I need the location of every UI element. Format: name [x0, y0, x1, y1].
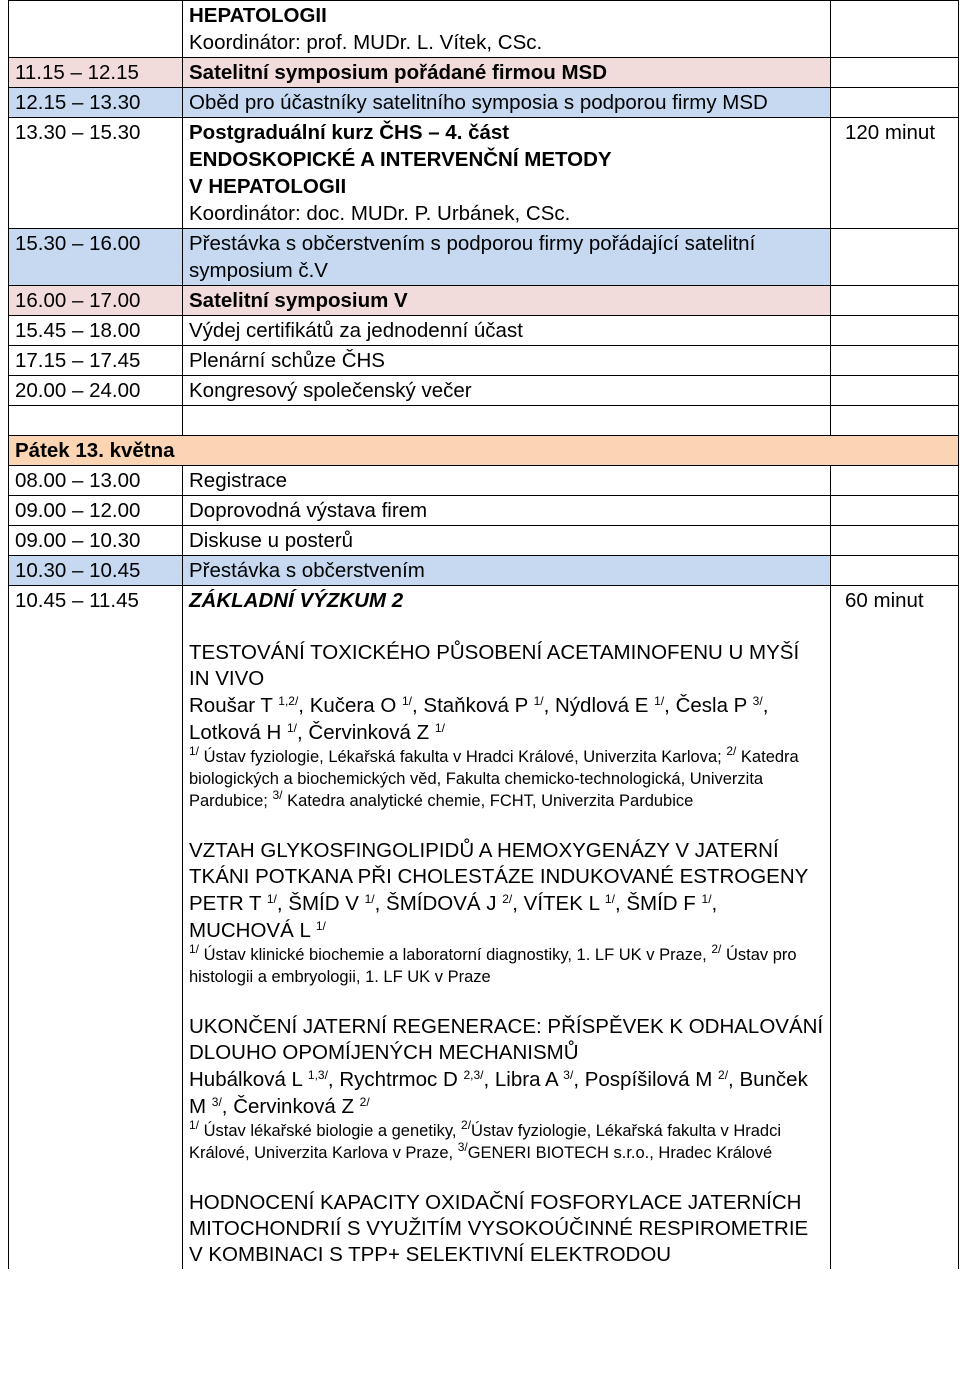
duration-cell: [831, 346, 959, 376]
author-affiliation-mark: 1/: [401, 694, 412, 708]
author-separator: ,: [297, 721, 309, 744]
duration-cell: [831, 316, 959, 346]
abstract-item: [189, 640, 824, 812]
author-separator: ,: [221, 1095, 234, 1118]
author-separator: ,: [483, 1068, 495, 1091]
time-cell: 12.15 – 13.30: [9, 88, 183, 118]
session-title: Postgraduální kurz ČHS – 4. část: [189, 121, 510, 144]
program-row: [9, 286, 959, 316]
duration-cell: [831, 376, 959, 406]
time-cell: 15.45 – 18.00: [9, 316, 183, 346]
author-affiliation-mark: 1/: [287, 721, 298, 735]
author-separator: ,: [728, 1068, 740, 1091]
affiliation-mark: 2/: [711, 942, 722, 956]
program-row: [9, 556, 959, 586]
affiliation-text: Ústav fyziologie, Lékařská fakulta v Hradci Králové, Univerzita Karlova;: [199, 748, 727, 766]
duration-cell: 60 minut: [831, 586, 959, 1270]
abstract-affiliations: [189, 1120, 824, 1164]
author-name: Česla P: [675, 694, 753, 717]
session-cell: Přestávka s občerstvením: [183, 556, 831, 586]
program-row: [9, 586, 959, 1270]
program-table: [8, 0, 959, 1269]
time-cell: 13.30 – 15.30: [9, 118, 183, 229]
program-row: [9, 88, 959, 118]
time-cell: 09.00 – 12.00: [9, 496, 183, 526]
coordinator: Koordinátor: doc. MUDr. P. Urbánek, CSc.: [189, 202, 571, 225]
author-name: ŠMÍD V: [288, 892, 365, 915]
duration-cell: [831, 1, 959, 58]
author-name: Hubálková L: [189, 1068, 308, 1091]
affiliation-mark: 1/: [189, 1118, 200, 1132]
author-separator: ,: [664, 694, 676, 717]
duration-cell: [831, 556, 959, 586]
duration-cell: [831, 466, 959, 496]
affiliation-text: GENERI BIOTECH s.r.o., Hradec Králové: [467, 1144, 773, 1162]
program-row: [9, 316, 959, 346]
session-title: ENDOSKOPICKÉ A INTERVENČNÍ METODY: [189, 148, 612, 171]
author-name: Bunček M: [189, 1068, 808, 1118]
abstract-authors: [189, 890, 824, 944]
session-title: V HEPATOLOGII: [189, 175, 347, 198]
time-cell: 15.30 – 16.00: [9, 229, 183, 286]
program-row: [9, 526, 959, 556]
duration-cell: [831, 229, 959, 286]
time-cell: [9, 1, 183, 58]
author-affiliation-mark: 1/: [315, 919, 326, 933]
time-cell: 08.00 – 13.00: [9, 466, 183, 496]
author-affiliation-mark: 2/: [718, 1068, 729, 1082]
time-cell: 16.00 – 17.00: [9, 286, 183, 316]
duration-cell: [831, 88, 959, 118]
author-separator: ,: [412, 694, 424, 717]
abstract-title: VZTAH GLYKOSFINGOLIPIDŮ A HEMOXYGENÁZY V JATERNÍ TKÁNI POTKANA PŘI CHOLESTÁZE INDUKOVANÉ ESTROGENY: [189, 839, 809, 888]
session-cell: Diskuse u posterů: [183, 526, 831, 556]
duration-cell: [831, 496, 959, 526]
author-name: Nýdlová E: [555, 694, 655, 717]
abstract-title: HODNOCENÍ KAPACITY OXIDAČNÍ FOSFORYLACE JATERNÍCH MITOCHONDRIÍ S VYUŽITÍM VYSOKOÚČINNÉ RESPIROMETRIE V KOMBINACI S TPP+ SELEKTIVNÍ ELEKTRODOU: [189, 1191, 809, 1266]
author-separator: ,: [276, 892, 289, 915]
program-row: [9, 118, 959, 229]
author-affiliation-mark: 2/: [502, 892, 513, 906]
session-cell: [183, 1, 831, 58]
author-separator: ,: [374, 892, 387, 915]
author-name: Lotková H: [189, 721, 287, 744]
author-name: Kučera O: [309, 694, 402, 717]
author-name: Červinková Z: [233, 1095, 360, 1118]
session-cell: [183, 586, 831, 1270]
author-name: PETR T: [189, 892, 267, 915]
program-row: [9, 229, 959, 286]
affiliation-mark: 3/: [272, 788, 283, 802]
affiliation-text: Ústav lékařské biologie a genetiky,: [199, 1122, 462, 1140]
affiliation-text: Katedra analytické chemie, FCHT, Univerzita Pardubice: [282, 792, 694, 810]
affiliation-text: Ústav fyziologie, Lékařská fakulta v Hradci Králové, Univerzita Karlova v Praze,: [189, 1122, 781, 1162]
session-cell: Oběd pro účastníky satelitního symposia s podporou firmy MSD: [183, 88, 831, 118]
session-cell: Plenární schůze ČHS: [183, 346, 831, 376]
session-title: ZÁKLADNÍ VÝZKUM 2: [189, 589, 404, 612]
session-cell: Registrace: [183, 466, 831, 496]
author-name: Pospíšilová M: [584, 1068, 719, 1091]
program-row: [9, 496, 959, 526]
session-cell: Doprovodná výstava firem: [183, 496, 831, 526]
program-row: [9, 346, 959, 376]
affiliation-text: Ústav pro histologii a embryologii, 1. LF UK v Praze: [189, 946, 797, 986]
author-affiliation-mark: 1,3/: [307, 1068, 328, 1082]
affiliation-mark: 3/: [457, 1140, 468, 1154]
author-affiliation-mark: 1/: [604, 892, 615, 906]
abstract-list: [189, 640, 824, 1268]
day-header-row: [9, 436, 959, 466]
author-name: Rychtrmoc D: [339, 1068, 464, 1091]
session-cell: Satelitní symposium pořádané firmou MSD: [183, 58, 831, 88]
author-name: ŠMÍDOVÁ J: [386, 892, 503, 915]
duration-cell: 120 minut: [831, 118, 959, 229]
abstract-title: UKONČENÍ JATERNÍ REGENERACE: PŘÍSPĚVEK K ODHALOVÁNÍ DLOUHO OPOMÍJENÝCH MECHANISMŮ: [189, 1015, 824, 1064]
abstract-title: TESTOVÁNÍ TOXICKÉHO PŮSOBENÍ ACETAMINOFENU U MYŠÍ IN VIVO: [189, 641, 800, 690]
author-affiliation-mark: 3/: [752, 694, 763, 708]
affiliation-mark: 2/: [461, 1118, 472, 1132]
author-name: Libra A: [494, 1068, 564, 1091]
author-separator: ,: [543, 694, 555, 717]
author-affiliation-mark: 2,3/: [463, 1068, 484, 1082]
program-row: [9, 58, 959, 88]
time-cell: 20.00 – 24.00: [9, 376, 183, 406]
abstract-authors: [189, 692, 824, 746]
duration-cell: [831, 286, 959, 316]
time-cell: 11.15 – 12.15: [9, 58, 183, 88]
affiliation-mark: 2/: [726, 744, 737, 758]
abstract-affiliations: [189, 746, 824, 812]
abstract-item: [189, 838, 824, 988]
abstract-authors: [189, 1066, 824, 1120]
abstract-item: [189, 1190, 824, 1268]
abstract-item: [189, 1014, 824, 1164]
author-name: Roušar T: [189, 694, 279, 717]
day-label: Pátek 13. května: [9, 436, 959, 466]
author-name: Červinková Z: [308, 721, 435, 744]
session-cell: [183, 118, 831, 229]
author-name: ŠMÍD F: [626, 892, 702, 915]
author-affiliation-mark: 1/: [654, 694, 665, 708]
author-affiliation-mark: 1/: [701, 892, 712, 906]
author-name: Staňková P: [423, 694, 534, 717]
author-name: VÍTEK L: [523, 892, 605, 915]
duration-cell: [831, 526, 959, 556]
duration-cell: [831, 58, 959, 88]
author-separator: ,: [298, 694, 310, 717]
time-cell: 09.00 – 10.30: [9, 526, 183, 556]
affiliation-text: Ústav klinické biochemie a laboratorní diagnostiky, 1. LF UK v Praze,: [199, 946, 712, 964]
time-cell: 10.45 – 11.45: [9, 586, 183, 1270]
affiliation-mark: 1/: [189, 744, 200, 758]
session-cell: Přestávka s občerstvením s podporou firmy pořádající satelitní symposium č.V: [183, 229, 831, 286]
session-cell: Satelitní symposium V: [183, 286, 831, 316]
author-affiliation-mark: 1,2/: [278, 694, 299, 708]
program-row: [9, 466, 959, 496]
time-cell: 17.15 – 17.45: [9, 346, 183, 376]
author-separator: ,: [711, 892, 718, 915]
session-title: HEPATOLOGII: [189, 4, 327, 27]
coordinator: Koordinátor: prof. MUDr. L. Vítek, CSc.: [189, 31, 543, 54]
author-separator: ,: [762, 694, 769, 717]
author-affiliation-mark: 3/: [563, 1068, 574, 1082]
author-affiliation-mark: 1/: [364, 892, 375, 906]
time-cell: 10.30 – 10.45: [9, 556, 183, 586]
author-affiliation-mark: 3/: [211, 1095, 222, 1109]
author-separator: ,: [573, 1068, 585, 1091]
program-row: [9, 1, 959, 58]
affiliation-text: Katedra biologických a biochemických věd, Fakulta chemicko-technologická, Univerzita Pardubice;: [189, 748, 799, 810]
session-cell: Výdej certifikátů za jednodenní účast: [183, 316, 831, 346]
session-cell: Kongresový společenský večer: [183, 376, 831, 406]
author-separator: ,: [512, 892, 524, 915]
author-affiliation-mark: 1/: [266, 892, 277, 906]
author-affiliation-mark: 1/: [533, 694, 544, 708]
author-affiliation-mark: 1/: [434, 721, 445, 735]
author-affiliation-mark: 2/: [359, 1095, 370, 1109]
author-name: MUCHOVÁ L: [189, 919, 316, 942]
author-separator: ,: [614, 892, 627, 915]
author-separator: ,: [327, 1068, 340, 1091]
abstract-affiliations: [189, 944, 824, 988]
affiliation-mark: 1/: [189, 942, 200, 956]
program-row: [9, 376, 959, 406]
empty-row: [9, 406, 959, 436]
